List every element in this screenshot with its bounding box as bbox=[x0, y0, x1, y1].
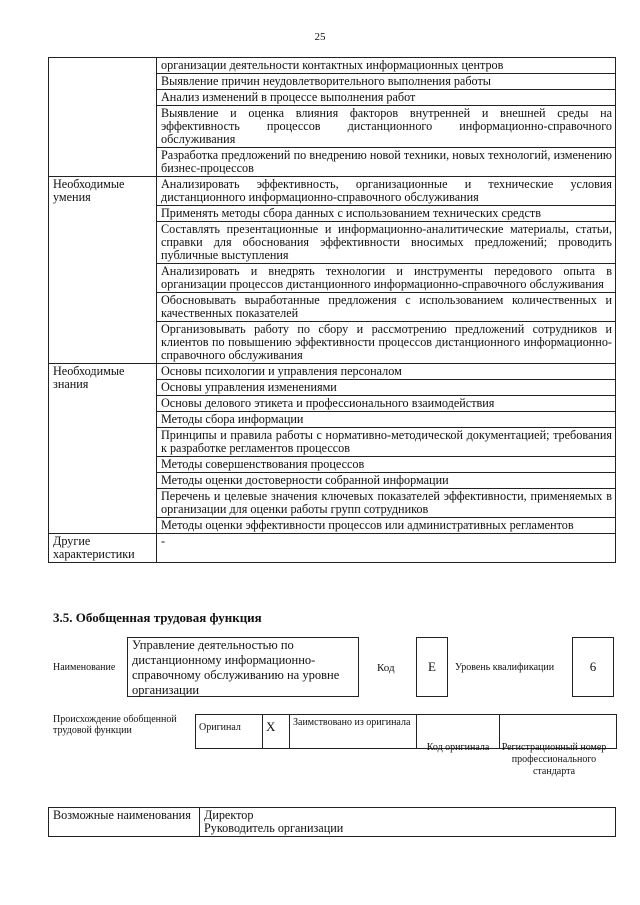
origin-label: Происхождение обобщенной трудовой функции bbox=[53, 714, 177, 736]
original-label: Оригинал bbox=[196, 715, 263, 749]
row-item: Применять методы сбора данных с использованием технических средств bbox=[157, 206, 616, 222]
requirements-table bbox=[48, 57, 616, 563]
possible-name: Руководитель организации bbox=[204, 821, 344, 835]
original-mark: X bbox=[263, 715, 290, 749]
level-label: Уровень квалификации bbox=[455, 662, 555, 673]
row-item: Методы оценки эффективности процессов или административных регламентов bbox=[157, 518, 616, 534]
row-item: Организовывать работу по сбору и рассмотрению предложений сотрудников и клиентов по повышению эффективности процессов дистанционного информационно-справочного обслуживания bbox=[157, 322, 616, 364]
row-item: Основы управления изменениями bbox=[157, 380, 616, 396]
row-label bbox=[49, 58, 157, 177]
row-item: Обосновывать выработанные предложения с использованием количественных и качественных показателей bbox=[157, 293, 616, 322]
row-item: Составлять презентационные и информационно-аналитические материалы, статьи, справки для обоснования эффективности вносимых предложений; проводить публичные выступления bbox=[157, 222, 616, 264]
row-item: Основы делового этикета и профессионального взаимодействия bbox=[157, 396, 616, 412]
row-item: - bbox=[157, 534, 616, 563]
borrowed-label: Заимствовано из оригинала bbox=[290, 715, 417, 749]
row-label: Другие характеристики bbox=[49, 534, 157, 563]
row-item: Принципы и правила работы с нормативно-методической документацией; требования к разработке регламентов процессов bbox=[157, 428, 616, 457]
row-item: Методы оценки достоверности собранной информации bbox=[157, 473, 616, 489]
row-item: Разработка предложений по внедрению новой техники, новых технологий, изменению бизнес-процессов bbox=[157, 148, 616, 177]
page-number: 25 bbox=[314, 31, 326, 43]
function-name-box bbox=[127, 637, 359, 697]
possible-names-table bbox=[48, 807, 616, 837]
section-title: 3.5. Обобщенная трудовая функция bbox=[53, 610, 262, 625]
function-name-value: Управление деятельностью по дистанционному информационно-справочному обслуживанию на уровне организации bbox=[132, 638, 340, 697]
possible-name: Директор bbox=[204, 808, 254, 822]
row-item: Методы совершенствования процессов bbox=[157, 457, 616, 473]
table-row bbox=[49, 58, 616, 74]
table-row bbox=[49, 177, 616, 206]
row-item: Анализировать эффективность, организационные и технические условия дистанционного информационно-справочного обслуживания bbox=[157, 177, 616, 206]
row-item: Анализ изменений в процессе выполнения работ bbox=[157, 90, 616, 106]
code-original-label: Код оригинала bbox=[426, 742, 490, 753]
level-value: 6 bbox=[589, 659, 597, 674]
possible-names-values bbox=[200, 808, 616, 837]
name-label: Наименование bbox=[53, 662, 116, 673]
row-item: Перечень и целевые значения ключевых показателей эффективности, применяемых в организации для оценки работы групп сотрудников bbox=[157, 489, 616, 518]
row-item: организации деятельности контактных информационных центров bbox=[157, 58, 616, 74]
code-label: Код bbox=[377, 662, 395, 674]
reg-number-label: Регистрационный номер профессионального стандарта bbox=[501, 742, 607, 777]
row-item: Основы психологии и управления персоналом bbox=[157, 364, 616, 380]
row-item: Анализировать и внедрять технологии и инструменты передового опыта в организации процессов дистанционного информационно-справочного обслуживания bbox=[157, 264, 616, 293]
row-item: Выявление и оценка влияния факторов внутренней и внешней среды на эффективность процессов дистанционного информационно-справочного обслуживания bbox=[157, 106, 616, 148]
row-item: Выявление причин неудовлетворительного выполнения работы bbox=[157, 74, 616, 90]
table-row bbox=[49, 534, 616, 563]
row-label: Необходимые знания bbox=[49, 364, 157, 534]
table-row bbox=[49, 364, 616, 380]
row-label: Необходимые умения bbox=[49, 177, 157, 364]
possible-names-label: Возможные наименования bbox=[49, 808, 200, 837]
code-value: E bbox=[428, 659, 436, 674]
level-value-box bbox=[572, 637, 614, 697]
row-item: Методы сбора информации bbox=[157, 412, 616, 428]
code-value-box bbox=[416, 637, 448, 697]
